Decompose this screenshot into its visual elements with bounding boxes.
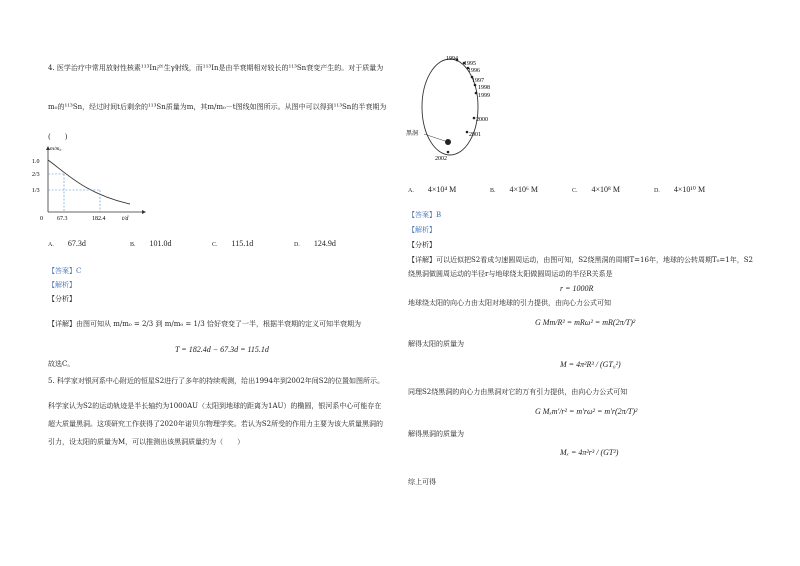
orbit-center-label: 黑洞 — [406, 131, 419, 137]
q4-line2: m₀的¹¹³Sn，经过时间t后剩余的¹¹³Sn质量为m，其m/m₀－t图线如图所示。从图中可以得到¹¹³Sn的半衰期为 — [48, 103, 387, 111]
q5-fenxi: 【分析】 — [408, 241, 436, 249]
q5-line3: 超大质量黑洞。这项研究工作获得了2020年诺贝尔物理学奖。若认为S2所受的作用力主要为该大质量黑洞的 — [48, 420, 384, 428]
graph-ytick-1: 1.0 — [32, 159, 40, 165]
q5-text5: 同理S2绕黑洞的向心力由黑洞对它的万有引力提供，由向心力公式可知 — [408, 388, 628, 396]
graph-ytick-3: 1/3 — [32, 188, 40, 194]
q5-line2: 科学家认为S2的运动轨迹是半长轴约为1000AU（太阳到地球的距离为1AU）的椭圆，银河系中心可能存在 — [48, 402, 382, 410]
q5-option-d: D. 4×10¹⁰ M — [654, 185, 706, 194]
q5-text3: 地球绕太阳的向心力由太阳对地球的引力提供，由向心力公式可知 — [408, 299, 611, 307]
q5-detail-1: 【详解】可以近似把S2看成匀速圆周运动，由图可知，S2绕黑洞的周期T=16年，地球的公转周期T₀=1年，S2 — [408, 256, 753, 264]
q5-eq4: G Mₓm'/r² = m'rω² = m'r(2π/T)² — [535, 407, 638, 416]
graph-ylabel: m/m₀ — [50, 146, 62, 152]
q5-eq1: r = 1000R — [560, 284, 594, 293]
q5-text4: 解得太阳的质量为 — [408, 340, 464, 348]
q5-option-a: A. 4×10⁴ M — [408, 185, 457, 194]
q5-text6: 解得黑洞的质量为 — [408, 430, 464, 438]
q4-option-b: B. 101.0d — [130, 239, 172, 248]
orbit-year-2002: 2002 — [435, 156, 447, 162]
graph-xtick-0: 0 — [40, 216, 43, 222]
q5-analysis-tag: 【解析】 — [408, 226, 436, 234]
q5-option-c: C. 4×10⁸ M — [572, 185, 620, 194]
q4-detail: 【详解】由图可知从 m/m₀ = 2/3 到 m/m₀ = 1/3 恰好衰变了一半，根据半衰期的定义可知半衰期为 — [48, 320, 361, 328]
graph-ytick-2: 2/3 — [32, 172, 40, 178]
q4-option-a: A. 67.3d — [48, 239, 86, 248]
orbit-year-2001: 2001 — [469, 132, 481, 138]
q4-option-d: D. 124.9d — [294, 239, 336, 248]
q4-option-c: C. 115.1d — [212, 239, 254, 248]
orbit-year-1994: 1994 — [446, 56, 458, 62]
q5-line1: 5. 科学家对银河系中心附近的恒星S2进行了多年的持续观测，给出1994年到2002年间S2的位置如图所示。 — [48, 377, 385, 385]
q5-eq3: M = 4π²R³ / (GT₀²) — [560, 360, 621, 369]
decay-graph — [30, 142, 150, 222]
orbit-year-1997: 1997 — [472, 78, 484, 84]
q4-formula: T = 182.4d − 67.3d = 115.1d — [175, 345, 269, 354]
q4-answer: 【答案】C — [48, 267, 82, 275]
q4-conclusion: 故选C。 — [48, 360, 75, 368]
orbit-year-2000: 2000 — [476, 117, 488, 123]
graph-xtick-2: 182.4 — [92, 216, 106, 222]
q5-answer: 【答案】B — [408, 211, 442, 219]
q4-line1: 4. 医学治疗中常用放射性核素¹¹³In产生γ射线，而¹¹³In是由半衰期相对较长的¹¹³Sn衰变产生的。对于质量为 — [48, 64, 384, 72]
graph-xtick-1: 67.3 — [57, 216, 68, 222]
q5-option-b: B. 4×10⁶ M — [490, 185, 538, 194]
q5-line4: 引力，设太阳的质量为M，可以推测出该黑洞质量约为（ ） — [48, 438, 245, 446]
orbit-year-1998: 1998 — [478, 85, 490, 91]
orbit-year-1996: 1996 — [468, 68, 480, 74]
q5-eq2: G Mm/R² = mRω² = mR(2π/T)² — [535, 318, 636, 327]
orbit-year-1995: 1995 — [464, 61, 476, 67]
graph-xlabel: t/d — [122, 216, 129, 222]
q5-eq5: Mₓ = 4π²r³ / (GT²) — [560, 448, 619, 457]
q4-line3: ( ) — [48, 133, 68, 141]
orbit-year-1999: 1999 — [478, 93, 490, 99]
q4-fenxi: 【分析】 — [48, 295, 76, 303]
s2-orbit-diagram — [402, 52, 512, 164]
q5-detail-2: 绕黑洞做圆周运动的半径r与地球绕太阳做圆周运动的半径R关系是 — [408, 270, 613, 278]
q5-text7: 综上可得 — [408, 478, 436, 486]
q4-analysis-tag: 【解析】 — [48, 281, 76, 289]
